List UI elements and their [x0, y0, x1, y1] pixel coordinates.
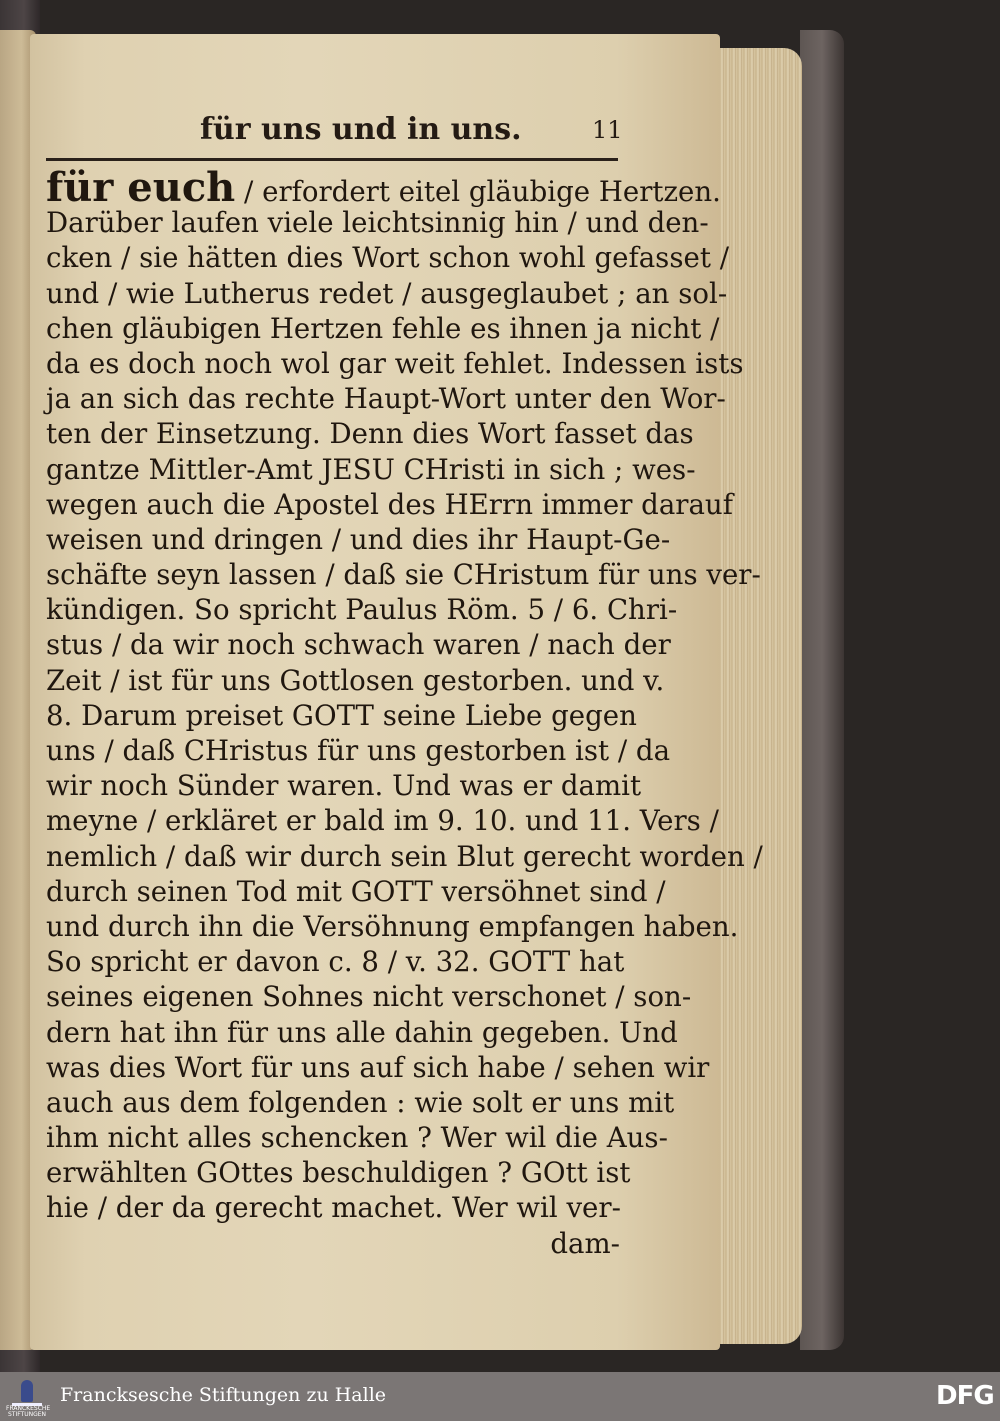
text-line	[46, 522, 671, 557]
body-text	[46, 164, 763, 1261]
text-line	[46, 909, 739, 944]
line-text: wir noch Sünder waren. Und was er damit	[46, 769, 642, 803]
line-text: stus / da wir noch schwach waren / nach der	[46, 628, 671, 662]
binding-cloth-right	[800, 30, 844, 1350]
viewer-footer	[0, 1372, 1000, 1421]
line-text: wegen auch die Apostel des HErrn immer darauf	[46, 487, 733, 521]
text-line	[46, 839, 763, 874]
line-text: 8. Darum preiset GOTT seine Liebe gegen	[46, 698, 637, 732]
line-text: auch aus dem folgenden : wie solt er uns mit	[46, 1085, 675, 1119]
line-text: dern hat ihn für uns alle dahin gegeben. Und	[46, 1015, 678, 1049]
initial-words: für euch	[46, 164, 236, 211]
line-text: durch seinen Tod mit GOTT versöhnet sind /	[46, 874, 666, 908]
text-line	[46, 698, 637, 733]
line-text: seines eigenen Sohnes nicht verschonet / son-	[46, 980, 692, 1014]
text-line	[46, 1155, 631, 1190]
line-text: ten der Einsetzung. Denn dies Wort fasset das	[46, 417, 694, 451]
text-line	[46, 1226, 626, 1261]
page-number: 11	[592, 116, 623, 144]
institution-logo-icon[interactable]	[6, 1376, 51, 1418]
text-line	[46, 592, 678, 627]
line-text: nemlich / daß wir durch sein Blut gerecht worden /	[46, 839, 763, 873]
line-text: erwählten GOttes beschuldigen ? GOtt ist	[46, 1156, 631, 1190]
text-line	[46, 733, 671, 768]
text-line	[46, 874, 666, 909]
line-text: was dies Wort für uns auf sich habe / sehen wir	[46, 1050, 710, 1084]
line-text: / erfordert eitel gläubige Hertzen.	[244, 175, 721, 208]
text-line	[46, 205, 709, 240]
line-text: da es doch noch wol gar weit fehlet. Indessen ists	[46, 346, 744, 380]
text-line	[46, 944, 626, 979]
line-text: kündigen. So spricht Paulus Röm. 5 / 6. Chri-	[46, 593, 678, 627]
text-line	[46, 627, 671, 662]
line-text: ja an sich das rechte Haupt-Wort unter den Wor-	[46, 382, 726, 416]
line-text: chen gläubigen Hertzen fehle es ihnen ja nicht /	[46, 311, 720, 345]
text-line	[46, 1120, 668, 1155]
text-line	[46, 979, 692, 1014]
line-text: cken / sie hätten dies Wort schon wohl gefasset /	[46, 241, 729, 275]
dfg-logo[interactable]: DFG	[936, 1381, 994, 1411]
running-head: für uns und in uns.	[200, 112, 522, 147]
line-text: Zeit / ist für uns Gottlosen gestorben. und v.	[46, 663, 665, 697]
line-text: So spricht er davon c. 8 / v. 32. GOTT hat	[46, 945, 625, 979]
line-text: hie / der da gerecht machet. Wer wil ver-	[46, 1191, 621, 1225]
text-line	[46, 1085, 675, 1120]
text-line	[46, 381, 726, 416]
line-text: Darüber laufen viele leichtsinnig hin / und den-	[46, 206, 709, 240]
text-line	[46, 557, 761, 592]
line-text: und / wie Lutherus redet / ausgeglaubet ; an sol-	[46, 276, 728, 310]
line-text: gantze Mittler-Amt JESU CHristi in sich ; wes-	[46, 452, 696, 486]
text-line	[46, 768, 642, 803]
text-line	[46, 803, 719, 838]
line-text: und durch ihn die Versöhnung empfangen haben.	[46, 909, 739, 943]
line-text: schäfte seyn lassen / daß sie CHristum für uns ver-	[46, 558, 761, 592]
text-line	[46, 1015, 678, 1050]
text-line	[46, 276, 728, 311]
text-line	[46, 1190, 626, 1225]
institution-name[interactable]: Francksesche Stiftungen zu Halle	[60, 1384, 387, 1406]
text-line	[46, 487, 733, 522]
logo-caption: FRANCKESCHE STIFTUNGEN	[6, 1405, 51, 1418]
text-line	[46, 311, 720, 346]
line-text: uns / daß CHristus für uns gestorben ist / da	[46, 734, 671, 767]
line-text: meyne / erkläret er bald im 9. 10. und 11. Vers /	[46, 804, 719, 838]
text-line	[46, 164, 721, 211]
text-line	[46, 416, 694, 451]
text-line	[46, 1050, 710, 1085]
text-line	[46, 346, 744, 381]
page-header	[0, 112, 720, 162]
text-line	[46, 240, 729, 275]
header-rule	[46, 158, 618, 161]
line-text: dam-	[550, 1226, 620, 1260]
text-line	[46, 452, 696, 487]
line-text: ihm nicht alles schencken ? Wer wil die Aus-	[46, 1121, 668, 1155]
text-line	[46, 663, 665, 698]
line-text: weisen und dringen / und dies ihr Haupt-Ge-	[46, 522, 671, 556]
